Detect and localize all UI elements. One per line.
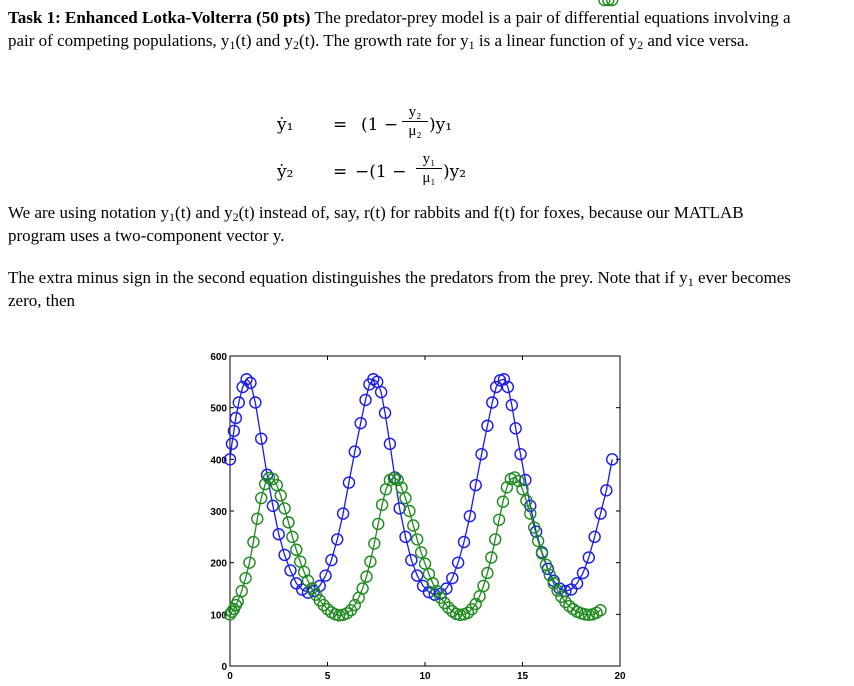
- y-tick-label: 400: [210, 455, 227, 467]
- y-tick-label: 600: [210, 352, 227, 363]
- eq1-lhs: ẏ₁: [277, 115, 294, 135]
- eq2-close: )y₂: [443, 162, 467, 182]
- eq2-denominator: μ₁: [422, 170, 436, 186]
- eq1-numerator: y₂: [402, 104, 428, 122]
- eq2-open: −(1 −: [355, 162, 407, 182]
- x-tick-label: 15: [516, 671, 529, 682]
- plot-frame: [230, 356, 620, 666]
- eq2-equals: =: [333, 162, 348, 182]
- y-tick-label: 100: [210, 610, 227, 622]
- series-prey: [225, 374, 618, 600]
- y-tick-label: 500: [210, 403, 227, 415]
- task-intro-paragraph: Task 1: Enhanced Lotka-Volterra (50 pts) The predator-prey model is a pair of differential equations involving a pair of competing populations, $y_1(t)$ and $y_2(t)$. The growth rate for $y_1$ is a linear function of $y_2$ and vice versa.: [8, 8, 791, 52]
- task-heading: Task 1: Enhanced Lotka-Volterra (50 pts): [8, 8, 311, 27]
- eq2-numerator: y₁: [416, 151, 442, 169]
- minus-sign-paragraph: The extra minus sign in the second equation distinguishes the predators from the prey. Note that if $y_1$ ever becomes zero, then: [8, 268, 791, 310]
- x-tick-label: 10: [419, 671, 431, 682]
- notation-paragraph: We are using notation $y_1(t)$ and $y_2(t)$ instead of, say, r(t) for rabbits and f(t) for foxes, because our MATLAB program uses a two-component vector y.: [8, 203, 744, 245]
- x-tick-label: 5: [324, 671, 331, 682]
- eq1-equals: =: [333, 115, 348, 135]
- x-tick-label: 20: [614, 671, 626, 682]
- eq1-open: (1 −: [361, 115, 399, 135]
- eq2-lhs: ẏ₂: [277, 162, 294, 182]
- chart-series: [225, 0, 618, 621]
- series-predator: [225, 0, 618, 621]
- y-tick-label: 0: [221, 662, 227, 673]
- x-tick-label: 0: [227, 671, 233, 682]
- y-tick-label: 200: [210, 558, 227, 570]
- eq1-close: )y₁: [429, 115, 453, 135]
- series-line: [230, 379, 612, 594]
- y-tick-label: 300: [210, 507, 227, 518]
- chart-axes: [210, 352, 626, 682]
- eq1-denominator: μ₂: [408, 123, 422, 139]
